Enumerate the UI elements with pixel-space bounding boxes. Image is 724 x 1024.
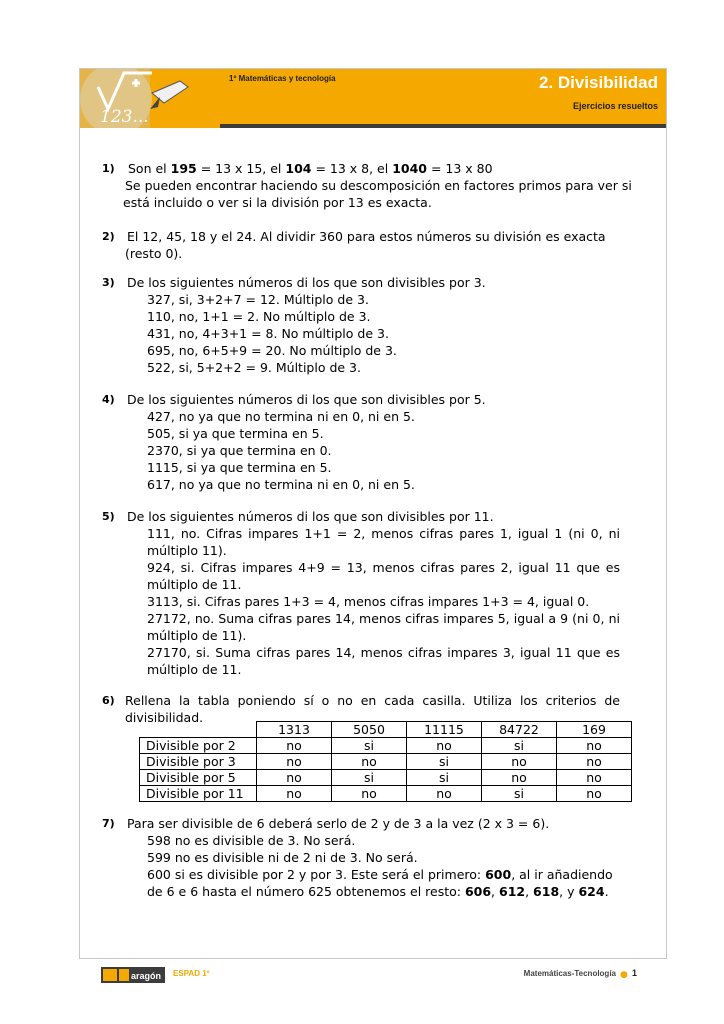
text: = 13 x 15, el (196, 161, 286, 176)
exercise-5-item: 924, si. Cifras impares 4+9 = 13, menos cifras pares 2, igual 11 que es múltiplo de 11. (147, 560, 620, 592)
exercise-3-number: 3) (102, 276, 115, 289)
table-cell: no (332, 754, 407, 770)
text: , y (559, 884, 579, 899)
text: . (604, 884, 609, 899)
exercise-5-item: 27172, no. Suma cifras pares 14, menos cifras impares 5, igual a 9 (ni 0, ni múltiplo de 11). (147, 611, 620, 643)
bold-number: 618 (533, 884, 560, 899)
table-header-row (140, 722, 632, 738)
exercise-4-item: 617, no ya que no termina ni en 0, ni en 5. (147, 477, 415, 492)
page-subtitle: Ejercicios resueltos (572, 101, 658, 111)
table-cell: no (557, 770, 632, 786)
table-row (140, 754, 632, 770)
table-cell: no (557, 738, 632, 754)
page-number: 1 (632, 968, 638, 978)
exercise-2-line-1: El 12, 45, 18 y el 24. Al dividir 360 para estos números su división es exacta (127, 229, 606, 244)
table-row-label: Divisible por 11 (140, 786, 257, 802)
exercise-3-item: 110, no, 1+1 = 2. No múltiplo de 3. (147, 309, 371, 324)
table-cell: no (557, 786, 632, 802)
bold-number: 104 (285, 161, 312, 176)
table-cell: si (407, 754, 482, 770)
text: , al ir añadiendo (511, 867, 613, 882)
text: 600 si es divisible por 2 y por 3. Este será el primero: (147, 867, 486, 882)
footer-logo-text: aragón (131, 971, 162, 981)
exercise-7-line (147, 883, 609, 900)
exercise-6-intro: Rellena la tabla poniendo sí o no en cada casilla. Utiliza los criterios de divisibilidad. (125, 693, 620, 725)
logo-text: 123... (100, 107, 149, 127)
exercise-5-item: 111, no. Cifras impares 1+1 = 2, menos cifras pares 1, igual 1 (ni 0, ni múltiplo 11). (147, 526, 620, 558)
table-corner-cell (140, 722, 257, 738)
table-cell: no (482, 770, 557, 786)
exercise-1-line-1 (128, 160, 493, 177)
exercise-7-number: 7) (102, 817, 115, 830)
page-title: 2. Divisibilidad (538, 73, 658, 92)
bold-number: 624 (578, 884, 605, 899)
exercise-2-number: 2) (102, 230, 115, 243)
text: , (491, 884, 499, 899)
exercise-1-number: 1) (102, 162, 115, 175)
exercise-4-item: 2370, si ya que termina en 0. (147, 443, 332, 458)
bold-number: 600 (485, 867, 512, 882)
table-row-label: Divisible por 5 (140, 770, 257, 786)
bold-number: 1040 (392, 161, 427, 176)
text: = 13 x 80 (427, 161, 493, 176)
table-cell: no (557, 754, 632, 770)
table-cell: no (407, 738, 482, 754)
exercise-6-number: 6) (102, 694, 115, 707)
table-row-label: Divisible por 3 (140, 754, 257, 770)
header-subject: 1º Matemáticas y tecnología (229, 74, 336, 83)
table-cell: no (482, 754, 557, 770)
table-column-header: 11115 (407, 722, 482, 738)
table-cell: no (257, 770, 332, 786)
exercise-3-intro: De los siguientes números di los que son divisibles por 3. (127, 275, 486, 290)
text: Son el (128, 161, 171, 176)
exercise-7-line (147, 866, 613, 883)
table-column-header: 84722 (482, 722, 557, 738)
exercise-3-item: 327, si, 3+2+7 = 12. Múltiplo de 3. (147, 292, 369, 307)
exercise-7-intro: Para ser divisible de 6 deberá serlo de 2 y de 3 a la vez (2 x 3 = 6). (127, 816, 550, 831)
divisibility-table (139, 721, 632, 802)
exercise-3-item: 695, no, 6+5+9 = 20. No múltiplo de 3. (147, 343, 397, 358)
table-cell: no (407, 786, 482, 802)
exercise-5-number: 5) (102, 510, 115, 523)
table-row (140, 786, 632, 802)
footer-bullet-icon: ● (620, 970, 628, 980)
table-cell: no (257, 738, 332, 754)
table-column-header: 169 (557, 722, 632, 738)
table-column-header: 1313 (257, 722, 332, 738)
table-cell: si (332, 770, 407, 786)
exercise-4-item: 505, si ya que termina en 5. (147, 426, 324, 441)
table-cell: no (257, 786, 332, 802)
footer-program: ESPAD 1º (173, 969, 210, 978)
exercise-4-item: 427, no ya que no termina ni en 0, ni en 5. (147, 409, 415, 424)
text: , (525, 884, 534, 899)
text: = 13 x 8, el (311, 161, 393, 176)
aragon-logo-icon (101, 967, 165, 983)
table-cell: si (482, 738, 557, 754)
exercise-4-number: 4) (102, 393, 115, 406)
table-row (140, 738, 632, 754)
footer-logo (101, 967, 165, 983)
table-column-header: 5050 (332, 722, 407, 738)
exercise-7-line: 599 no es divisible ni de 2 ni de 3. No será. (147, 850, 418, 865)
exercise-2-line-2: (resto 0). (125, 246, 183, 261)
footer-subject: Matemáticas-Tecnología (523, 969, 616, 978)
bold-number: 612 (499, 884, 526, 899)
exercise-7-line: 598 no es divisible de 3. No será. (147, 833, 356, 848)
exercise-3-item: 522, si, 5+2+2 = 9. Múltiplo de 3. (147, 360, 361, 375)
exercise-5-item: 27170, si. Suma cifras pares 14, menos cifras impares 3, igual 11 que es múltiplo de 11. (147, 645, 620, 677)
exercise-5-item: 3113, si. Cifras pares 1+3 = 4, menos cifras impares 1+3 = 4, igual 0. (147, 594, 590, 609)
table-cell: no (332, 786, 407, 802)
table-row (140, 770, 632, 786)
exercise-1-line-3: está incluido o ver si la división por 13 es exacta. (123, 195, 432, 210)
table-cell: si (332, 738, 407, 754)
table-cell: si (407, 770, 482, 786)
text: de 6 e 6 hasta el número 625 obtenemos el resto: (147, 884, 465, 899)
bold-number: 606 (464, 884, 492, 899)
exercise-5-intro: De los siguientes números di los que son divisibles por 11. (127, 509, 494, 524)
table-cell: si (482, 786, 557, 802)
exercise-4-item: 1115, si ya que termina en 5. (147, 460, 332, 475)
exercise-3-item: 431, no, 4+3+1 = 8. No múltiplo de 3. (147, 326, 389, 341)
table-cell: no (257, 754, 332, 770)
exercise-1-line-2: Se pueden encontrar haciendo su descomposición en factores primos para ver si (125, 178, 632, 193)
table-row-label: Divisible por 2 (140, 738, 257, 754)
exercise-4-intro: De los siguientes números di los que son divisibles por 5. (127, 392, 486, 407)
bold-number: 195 (170, 161, 197, 176)
